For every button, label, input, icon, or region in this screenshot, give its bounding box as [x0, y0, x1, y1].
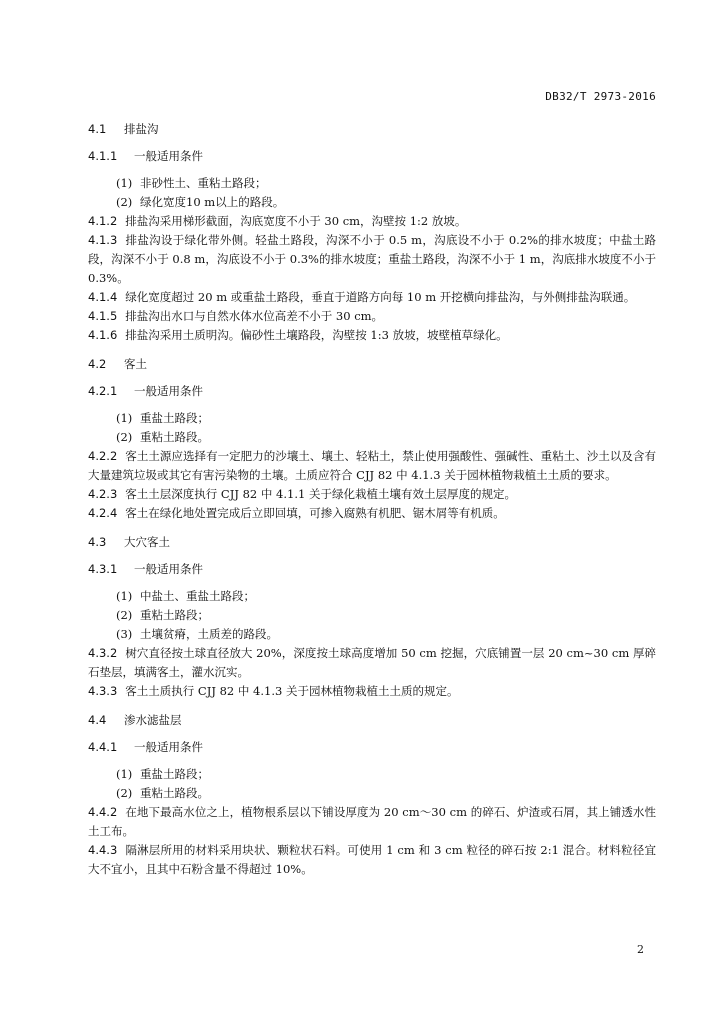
spacer [88, 165, 656, 174]
spacer [88, 345, 656, 355]
section-title: 渗水滤盐层 [124, 713, 182, 727]
section-title: 排盐沟 [124, 122, 159, 136]
clause-text: 排盐沟采用土质明沟。偏砂性土壤路段，沟壁按 1:3 放坡，坡壁植草绿化。 [125, 328, 508, 342]
clause-paragraph [88, 288, 656, 307]
list-item [88, 765, 656, 784]
list-marker: (1) [116, 411, 133, 425]
clause-paragraph [88, 682, 656, 701]
list-item [88, 784, 656, 803]
subsection-title: 一般适用条件 [134, 384, 203, 398]
section-number: 4.3 [88, 535, 107, 549]
spacer [88, 523, 656, 533]
list-marker: (2) [116, 195, 133, 209]
clause-number: 4.2.4 [88, 506, 118, 520]
list-text: 非砂性土、重粘土路段； [140, 176, 267, 190]
list-marker: (1) [116, 589, 133, 603]
list-marker: (3) [116, 627, 133, 641]
clause-text: 客土土质执行 CJJ 82 中 4.1.3 关于园林植物栽植土土质的规定。 [125, 684, 459, 698]
clause-paragraph [88, 504, 656, 523]
clause-paragraph [88, 841, 656, 879]
clause-text: 客土在绿化地处置完成后立即回填，可掺入腐熟有机肥、锯木屑等有机质。 [125, 506, 505, 520]
spacer [88, 578, 656, 587]
clause-text: 在地下最高水位之上，植物根系层以下铺设厚度为 20 cm～30 cm 的碎石、炉渣或石屑，其上铺透水性土工布。 [88, 805, 656, 838]
clause-number: 4.2.2 [88, 449, 118, 463]
list-text: 重粘土路段。 [140, 430, 209, 444]
section-title: 客土 [124, 357, 147, 371]
section-heading [88, 533, 656, 551]
clause-text: 隔淋层所用的材料采用块状、颗粒状石料。可使用 1 cm 和 3 cm 粒径的碎石按 2:1 混合。材料粒径宜大不宜小，且其中石粉含量不得超过 10%。 [88, 843, 656, 876]
subsection-title: 一般适用条件 [134, 149, 203, 163]
subsection-heading [88, 738, 656, 756]
section-number: 4.4 [88, 713, 107, 727]
spacer [88, 400, 656, 409]
list-text: 重盐土路段； [140, 411, 209, 425]
clause-paragraph [88, 803, 656, 841]
list-marker: (2) [116, 430, 133, 444]
clause-paragraph [88, 326, 656, 345]
section-number: 4.2 [88, 357, 107, 371]
subsection-number: 4.3.1 [88, 562, 118, 576]
spacer [88, 729, 656, 738]
clause-text: 排盐沟出水口与自然水体水位高差不小于 30 cm。 [125, 309, 384, 323]
subsection-heading [88, 147, 656, 165]
list-item [88, 409, 656, 428]
subsection-title: 一般适用条件 [134, 562, 203, 576]
clause-text: 客土土源应选择有一定肥力的沙壤土、壤土、轻粘土，禁止使用强酸性、强碱性、重粘土、沙土以及含有大量建筑垃圾或其它有害污染物的土壤。土质应符合 CJJ 82 中 4.1.3 关于园林植物栽植土土质的要求。 [88, 449, 656, 482]
clause-number: 4.1.4 [88, 290, 118, 304]
list-item [88, 606, 656, 625]
clause-paragraph [88, 485, 656, 504]
list-item [88, 428, 656, 447]
subsection-number: 4.1.1 [88, 149, 118, 163]
section-heading [88, 711, 656, 729]
subsection-heading [88, 560, 656, 578]
section-title: 大穴客土 [124, 535, 170, 549]
list-item [88, 174, 656, 193]
list-text: 重粘土路段。 [140, 786, 209, 800]
list-text: 重盐土路段； [140, 767, 209, 781]
subsection-title: 一般适用条件 [134, 740, 203, 754]
clause-number: 4.1.2 [88, 214, 118, 228]
spacer [88, 138, 656, 147]
list-marker: (1) [116, 767, 133, 781]
clause-number: 4.4.2 [88, 805, 118, 819]
list-text: 中盐土、重盐土路段； [140, 589, 255, 603]
list-text: 重粘土路段； [140, 608, 209, 622]
spacer [88, 701, 656, 711]
page-number: 2 [637, 943, 644, 956]
clause-number: 4.1.6 [88, 328, 118, 342]
clause-number: 4.3.3 [88, 684, 118, 698]
clause-number: 4.1.5 [88, 309, 118, 323]
clause-paragraph [88, 231, 656, 288]
clause-text: 客土土层深度执行 CJJ 82 中 4.1.1 关于绿化栽植土壤有效土层厚度的规定。 [125, 487, 516, 501]
clause-paragraph [88, 307, 656, 326]
clause-text: 树穴直径按土球直径放大 20%，深度按土球高度增加 50 cm 挖掘，穴底铺置一层 20 cm~30 cm 厚碎石垫层，填满客土，灌水沉实。 [88, 646, 656, 679]
list-item [88, 587, 656, 606]
clause-paragraph [88, 644, 656, 682]
subsection-heading [88, 382, 656, 400]
list-marker: (2) [116, 786, 133, 800]
spacer [88, 756, 656, 765]
list-marker: (1) [116, 176, 133, 190]
subsection-number: 4.2.1 [88, 384, 118, 398]
subsection-number: 4.4.1 [88, 740, 118, 754]
document-code-header: DB32/T 2973-2016 [545, 90, 656, 103]
clause-text: 排盐沟设于绿化带外侧。轻盐土路段，沟深不小于 0.5 m，沟底设不小于 0.2%的排水坡度；中盐土路段，沟深不小于 0.8 m，沟底设不小于 0.3%的排水坡度；重盐土路段，沟深不小于 1 m，沟底排水坡度不小于 0.3%。 [88, 233, 656, 285]
section-heading [88, 120, 656, 138]
clause-paragraph [88, 447, 656, 485]
list-item [88, 625, 656, 644]
list-text: 绿化宽度10 m以上的路段。 [140, 195, 285, 209]
section-number: 4.1 [88, 122, 107, 136]
clause-number: 4.2.3 [88, 487, 118, 501]
list-marker: (2) [116, 608, 133, 622]
clause-number: 4.4.3 [88, 843, 118, 857]
clause-text: 绿化宽度超过 20 m 或重盐土路段，垂直于道路方向每 10 m 开挖横向排盐沟，与外侧排盐沟联通。 [125, 290, 636, 304]
document-body [88, 120, 656, 879]
spacer [88, 373, 656, 382]
clause-number: 4.1.3 [88, 233, 118, 247]
list-text: 土壤贫瘠，土质差的路段。 [140, 627, 278, 641]
section-heading [88, 355, 656, 373]
clause-number: 4.3.2 [88, 646, 118, 660]
spacer [88, 551, 656, 560]
clause-text: 排盐沟采用梯形截面，沟底宽度不小于 30 cm，沟壁按 1:2 放坡。 [125, 214, 467, 228]
list-item [88, 193, 656, 212]
clause-paragraph [88, 212, 656, 231]
